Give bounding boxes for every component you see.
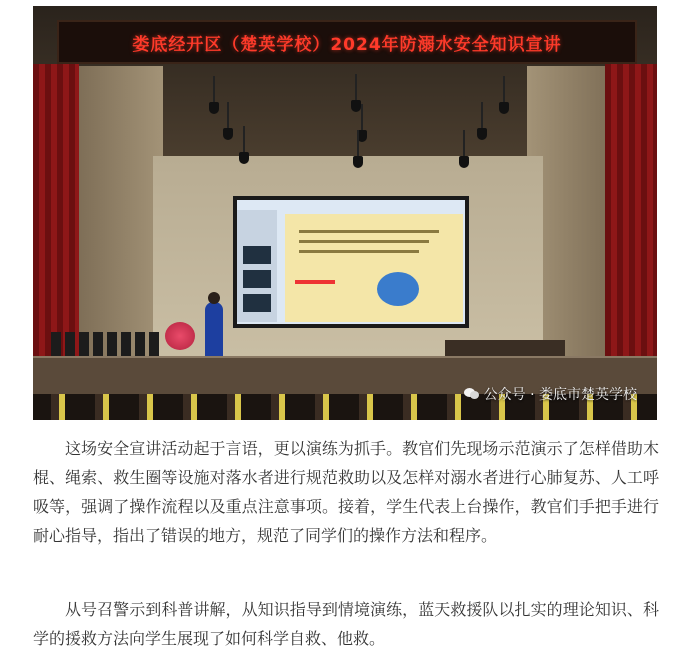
- slide-thumbnail: [243, 294, 271, 312]
- wechat-icon: [464, 387, 480, 401]
- right-curtain: [605, 64, 657, 364]
- stage-lamp-icon: [239, 152, 249, 164]
- stage-lamp-icon: [459, 156, 469, 168]
- stage-lamp-icon: [351, 100, 361, 112]
- slide-text-line: [299, 250, 419, 253]
- projection-screen: [233, 196, 469, 328]
- instructor-figure: [205, 302, 223, 364]
- stage-lamp-icon: [477, 128, 487, 140]
- banner-text: 娄底经开区（楚英学校）2024年防溺水安全知识宣讲: [132, 34, 562, 55]
- watermark: [464, 384, 637, 404]
- stage-chairs: [51, 332, 161, 356]
- watermark-text: 公众号 · 娄底市楚英学校: [483, 387, 637, 403]
- slide-thumbnail: [243, 246, 271, 264]
- slide-red-text: [295, 280, 335, 284]
- stage-lamp-icon: [353, 156, 363, 168]
- flower-arrangement: [165, 322, 195, 350]
- event-photo: [33, 6, 657, 420]
- slide-thumbnail: [243, 270, 271, 288]
- stage-lamp-icon: [223, 128, 233, 140]
- article-paragraph: 从号召警示到科普讲解，从知识指导到情境演练，蓝天救援队以扎实的理论知识、科学的援救方法向学生展现了如何科学自救、他救。: [33, 600, 659, 648]
- stage-lamp-icon: [499, 102, 509, 114]
- left-curtain: [33, 64, 79, 364]
- slide-text-line: [299, 240, 429, 243]
- slide-illustration: [377, 272, 419, 306]
- stage-lamp-icon: [209, 102, 219, 114]
- article-paragraph: 这场安全宣讲活动起于言语，更以演练为抓手。教官们先现场示范演示了怎样借助木棍、绳索、救生圈等设施对落水者进行规范救助以及怎样对溺水者进行心肺复苏、人工呼吸等，强调了操作流程以及重点注意事项。接着，学生代表上台操作，教官们手把手进行耐心指导，指出了错误的地方，规范了同学们的操作方法和程序。: [33, 439, 659, 545]
- slide-thumbnails: [237, 210, 277, 322]
- slide-text-line: [299, 230, 439, 233]
- led-banner: [57, 20, 637, 64]
